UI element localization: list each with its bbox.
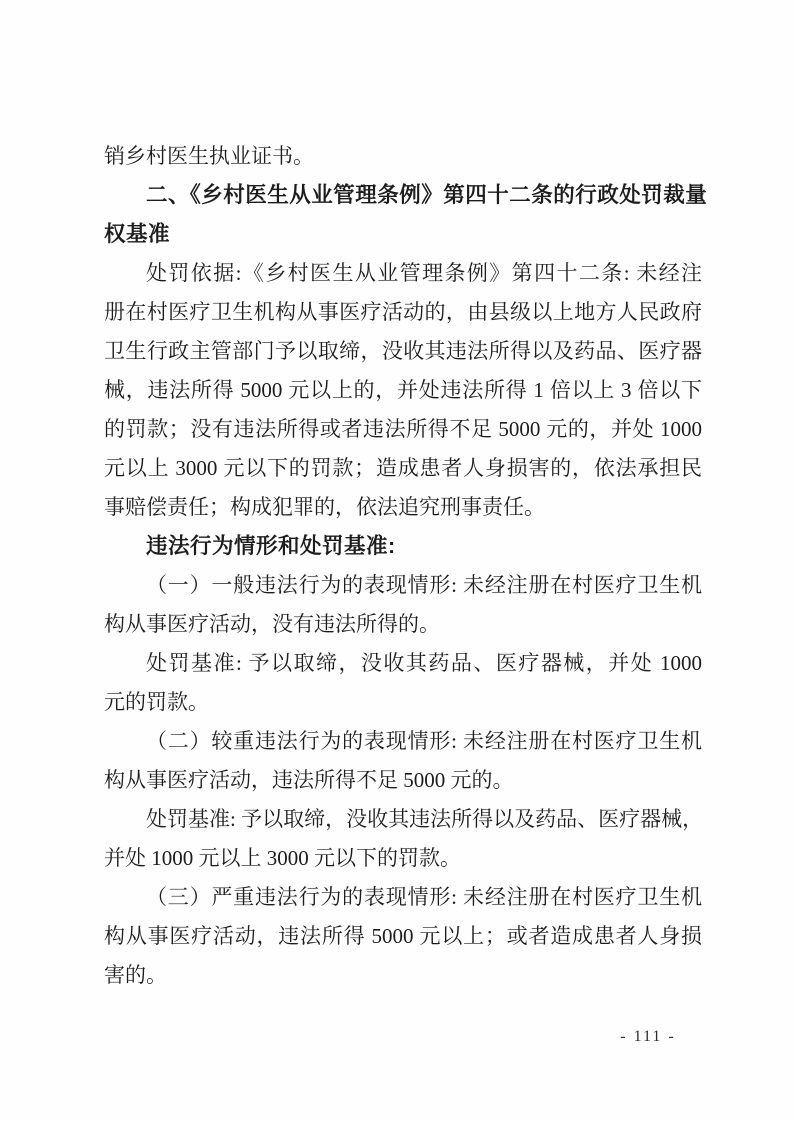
case-2-penalty-line-1: 处罚基准: 予以取缔，没收其违法所得以及药品、医疗器械， [146, 807, 704, 831]
document-body [104, 137, 708, 995]
case-2-situation-line-2: 构从事医疗活动，违法所得不足 5000 元的。 [104, 768, 514, 792]
penalty-basis-line-4: 械，违法所得 5000 元以上的，并处违法所得 1 倍以上 3 倍以下 [104, 378, 702, 402]
case-3-situation-line-3: 害的。 [104, 963, 167, 987]
page-number: - 111 - [620, 1028, 676, 1045]
case-1-situation-line-2: 构从事医疗活动，没有违法所得的。 [104, 612, 440, 636]
case-1-penalty-line-2: 元的罚款。 [104, 690, 209, 714]
case-2-penalty-line-2: 并处 1000 元以上 3000 元以下的罚款。 [104, 846, 461, 870]
case-3-situation-line-1: （三）严重违法行为的表现情形: 未经注册在村医疗卫生机 [146, 885, 702, 909]
penalty-basis-line-7: 事赔偿责任；构成犯罪的，依法追究刑事责任。 [104, 495, 545, 519]
penalty-basis-line-2: 册在村医疗卫生机构从事医疗活动的，由县级以上地方人民政府 [104, 300, 702, 324]
case-1-situation-line-1: （一）一般违法行为的表现情形: 未经注册在村医疗卫生机 [146, 573, 702, 597]
penalty-basis-line-6: 元以上 3000 元以下的罚款；造成患者人身损害的，依法承担民 [104, 456, 702, 480]
penalty-basis-line-1: 处罚依据:《乡村医生从业管理条例》第四十二条: 未经注 [146, 261, 702, 285]
penalty-basis-line-5: 的罚款；没有违法所得或者违法所得不足 5000 元的，并处 1000 [104, 417, 702, 441]
section-2-heading-line-2: 权基准 [104, 222, 171, 246]
subsection-heading-line: 违法行为情形和处罚基准: [146, 534, 396, 558]
penalty-basis-line-3: 卫生行政主管部门予以取缔，没收其违法所得以及药品、医疗器 [104, 339, 702, 363]
prev-paragraph-tail-line: 销乡村医生执业证书。 [104, 144, 314, 168]
case-1-penalty-line-1: 处罚基准: 予以取缔，没收其药品、医疗器械，并处 1000 [146, 651, 702, 675]
case-2-situation-line-1: （二）较重违法行为的表现情形: 未经注册在村医疗卫生机 [146, 729, 702, 753]
section-2-heading-line-1: 二、《乡村医生从业管理条例》第四十二条的行政处罚裁量 [146, 183, 708, 207]
case-3-situation-line-2: 构从事医疗活动，违法所得 5000 元以上；或者造成患者人身损 [104, 924, 702, 948]
